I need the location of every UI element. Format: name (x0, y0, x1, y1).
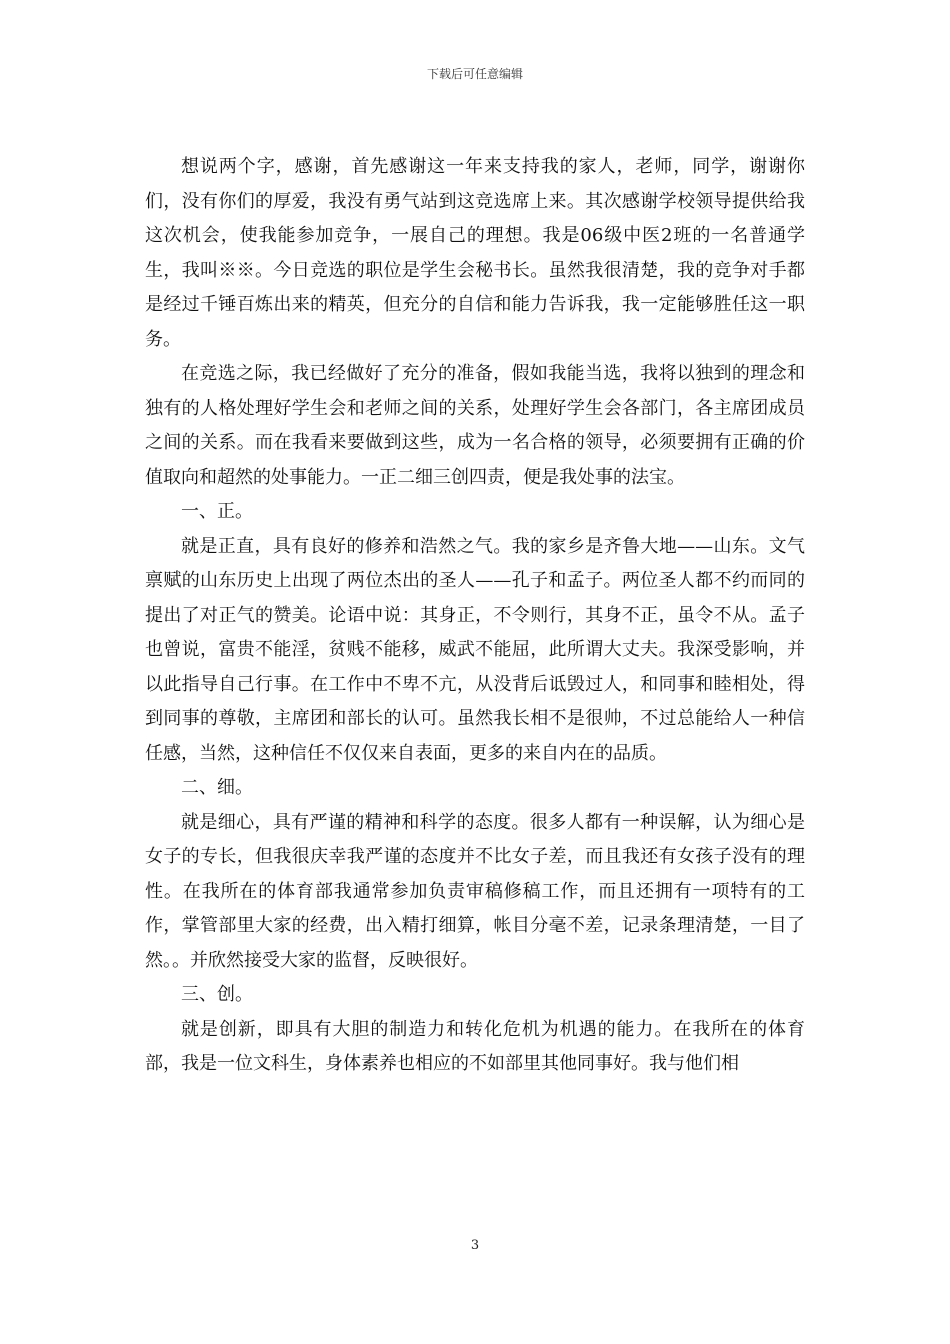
paragraph-preparation: 在竞选之际，我已经做好了充分的准备，假如我能当选，我将以独到的理念和独有的人格处理好学生会和老师之间的关系，处理好学生会各部门，各主席团成员之间的关系。而在我看来要做到这些，成为一名合格的领导，必须要拥有正确的价值取向和超然的处事能力。一正二细三创四责，便是我处事的法宝。 (145, 363, 805, 488)
page-header: 下载后可任意编辑 (426, 67, 523, 81)
page-number: 3 (470, 1238, 480, 1253)
paragraph-chuang: 就是创新，即具有大胆的制造力和转化危机为机遇的能力。在我所在的体育部，我是一位文科生，身体素养也相应的不如部里其他同事好。我与他们相 (145, 1018, 805, 1074)
paragraph-intro: 想说两个字，感谢，首先感谢这一年来支持我的家人，老师，同学，谢谢你们，没有你们的厚爱，我没有勇气站到这竞选席上来。其次感谢学校领导提供给我这次机会，使我能参加竞争，一展自己的理想。我是06级中医2班的一名普通学生，我叫※※。今日竞选的职位是学生会秘书长。虽然我很清楚，我的竞争对手都是经过千锤百炼出来的精英，但充分的自信和能力告诉我，我一定能够胜任这一职务。 (145, 156, 805, 350)
paragraph-xi: 就是细心，具有严谨的精神和科学的态度。很多人都有一种误解，认为细心是女子的专长，但我很庆幸我严谨的态度并不比女子差，而且我还有女孩子没有的理性。在我所在的体育部我通常参加负责审稿修稿工作，而且还拥有一项特有的工作，掌管部里大家的经费，出入精打细算，帐目分毫不差，记录条理清楚，一目了然。。并欣然接受大家的监督，反映很好。 (145, 811, 805, 971)
section-heading-chuang: 三、创。 (181, 984, 253, 1005)
section-heading-xi: 二、细。 (181, 777, 253, 798)
document-body (145, 150, 805, 1082)
paragraph-zheng: 就是正直，具有良好的修养和浩然之气。我的家乡是齐鲁大地——山东。文气禀赋的山东历史上出现了两位杰出的圣人——孔子和孟子。两位圣人都不约而同的提出了对正气的赞美。论语中说：其身正，不令则行，其身不正，虽令不从。孟子也曾说，富贵不能淫，贫贱不能移，威武不能屈，此所谓大丈夫。我深受影响，并以此指导自己行事。在工作中不卑不亢，从没背后诋毁过人，和同事和睦相处，得到同事的尊敬，主席团和部长的认可。虽然我长相不是很帅，不过总能给人一种信任感，当然，这种信任不仅仅来自表面，更多的来自内在的品质。 (145, 535, 805, 764)
section-heading-zheng: 一、正。 (181, 501, 253, 522)
